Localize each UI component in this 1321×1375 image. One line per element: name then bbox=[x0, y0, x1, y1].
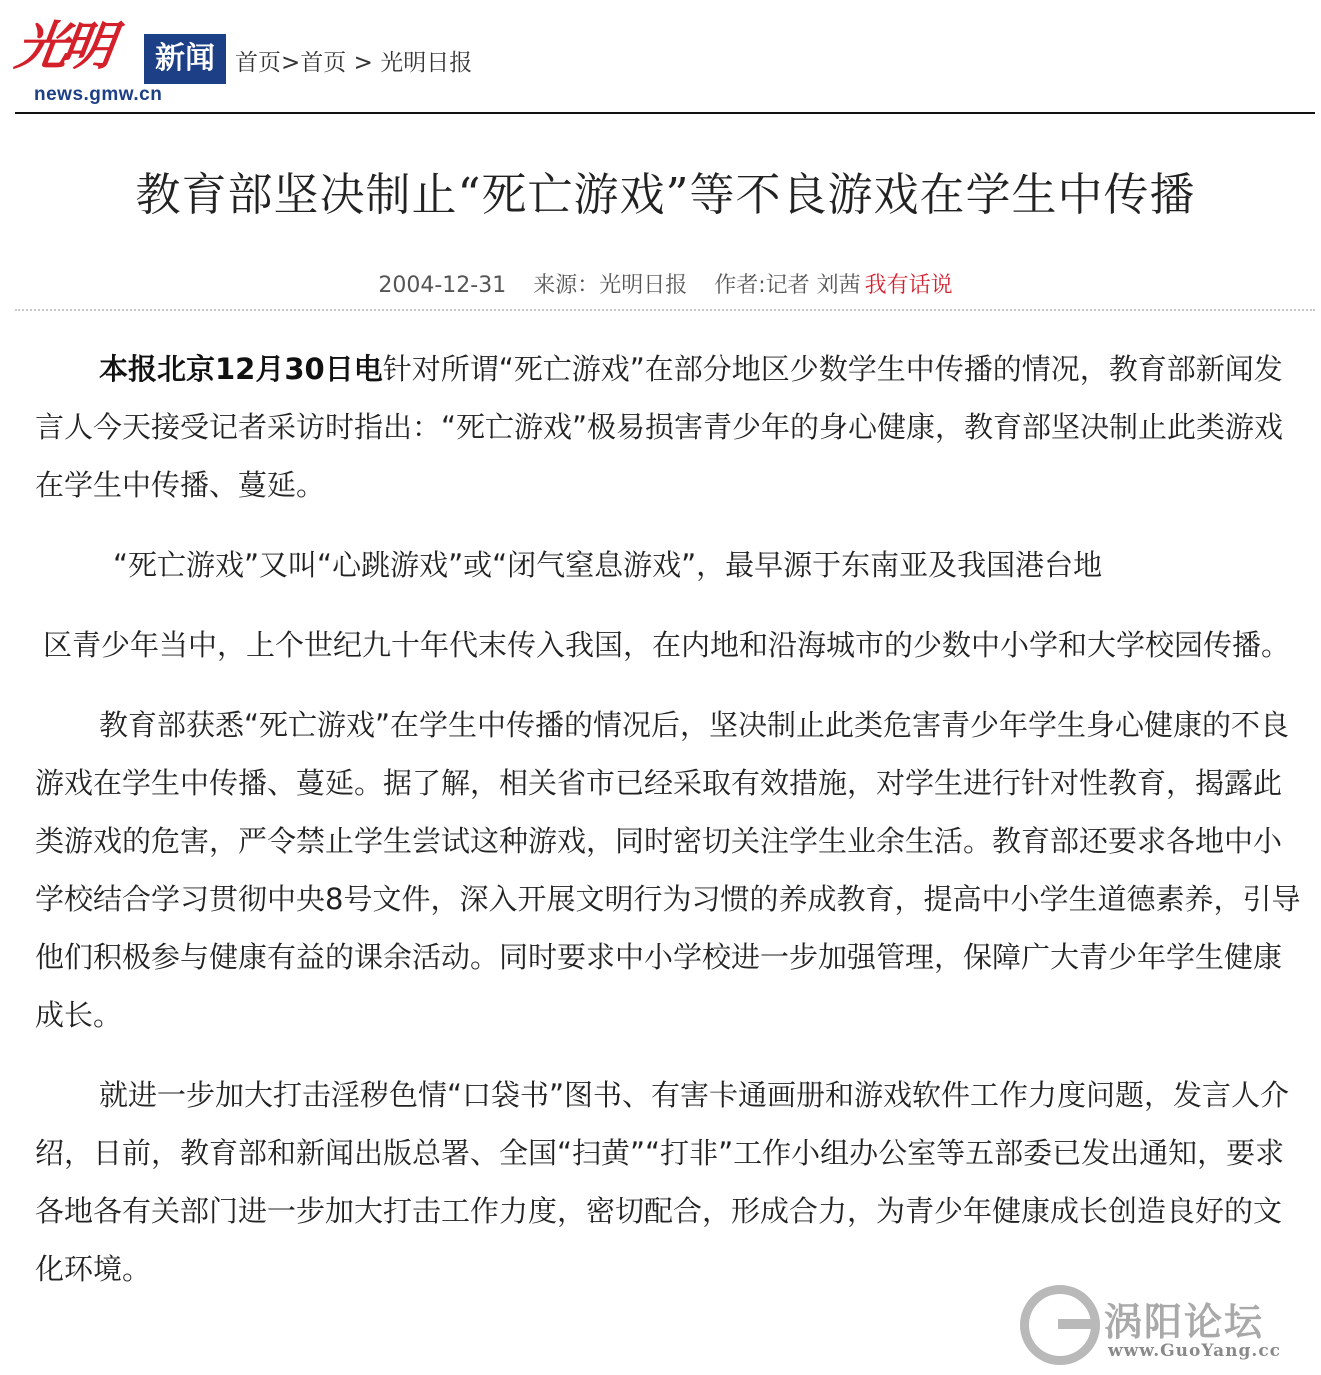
breadcrumb-guangming-daily[interactable]: 光明日报 bbox=[380, 50, 473, 76]
logo-news-box: 新闻 bbox=[144, 34, 226, 84]
meta-divider bbox=[15, 309, 1315, 311]
header-divider bbox=[15, 112, 1315, 114]
watermark-name: 涡阳论坛 bbox=[1104, 1300, 1265, 1344]
breadcrumb-sep: > bbox=[281, 50, 301, 76]
article-body bbox=[35, 340, 1307, 1320]
article-source: 来源：光明日报 bbox=[533, 273, 688, 298]
comment-link[interactable]: 我有话说 bbox=[864, 273, 953, 298]
breadcrumb-sep: > bbox=[346, 50, 381, 76]
article-meta bbox=[0, 268, 1321, 299]
logo-url: news.gmw.cn bbox=[34, 84, 163, 105]
dateline: 本报北京12月30日电 bbox=[99, 352, 383, 386]
breadcrumb-home-2[interactable]: 首页 bbox=[300, 50, 347, 76]
watermark-g-bar bbox=[1058, 1319, 1096, 1329]
paragraph-2a: “死亡游戏”又叫“心跳游戏”或“闭气窒息游戏”，最早源于东南亚及我国港台地 bbox=[113, 548, 1103, 582]
watermark bbox=[1020, 1285, 1320, 1370]
paragraph-2b: 区青少年当中，上个世纪九十年代末传入我国，在内地和沿海城市的少数中小学和大学校园传播。 bbox=[43, 628, 1291, 662]
paragraph-1-text: 针对所谓“死亡游戏”在部分地区少数学生中传播的情况，教育部新闻发言人今天接受记者采访时指出：“死亡游戏”极易损害青少年的身心健康，教育部坚决制止此类游戏在学生中传播、蔓延。 bbox=[35, 352, 1284, 502]
logo-script-text: 光明 bbox=[11, 16, 113, 77]
site-header bbox=[0, 0, 1321, 113]
article-author: 作者:记者 刘茜 bbox=[714, 273, 861, 298]
paragraph-4: 就进一步加大打击淫秽色情“口袋书”图书、有害卡通画册和游戏软件工作力度问题，发言人介绍，日前，教育部和新闻出版总署、全国“扫黄”“打非”工作小组办公室等五部委已发出通知，要求各地各有关部门进一步加大打击工作力度，密切配合，形成合力，为青少年健康成长创造良好的文化环境。 bbox=[35, 1078, 1290, 1286]
breadcrumb bbox=[235, 44, 472, 77]
breadcrumb-home-1[interactable]: 首页 bbox=[235, 50, 281, 76]
gmw-logo[interactable] bbox=[11, 12, 215, 107]
article-date: 2004-12-31 bbox=[378, 273, 507, 298]
paragraph-3: 教育部获悉“死亡游戏”在学生中传播的情况后，坚决制止此类危害青少年学生身心健康的不良游戏在学生中传播、蔓延。据了解，相关省市已经采取有效措施，对学生进行针对性教育，揭露此类游戏的危害，严令禁止学生尝试这种游戏，同时密切关注学生业余生活。教育部还要求各地中小学校结合学习贯彻中央8号文件，深入开展文明行为习惯的养成教育，提高中小学生道德素养，引导他们积极参与健康有益的课余活动。同时要求中小学校进一步加强管理，保障广大青少年学生健康成长。 bbox=[35, 708, 1301, 1032]
watermark-url: www.GuoYang.cc bbox=[1108, 1341, 1282, 1361]
article-title: 教育部坚决制止“死亡游戏”等不良游戏在学生中传播 bbox=[135, 168, 1196, 221]
paragraph-1 bbox=[35, 340, 1307, 514]
